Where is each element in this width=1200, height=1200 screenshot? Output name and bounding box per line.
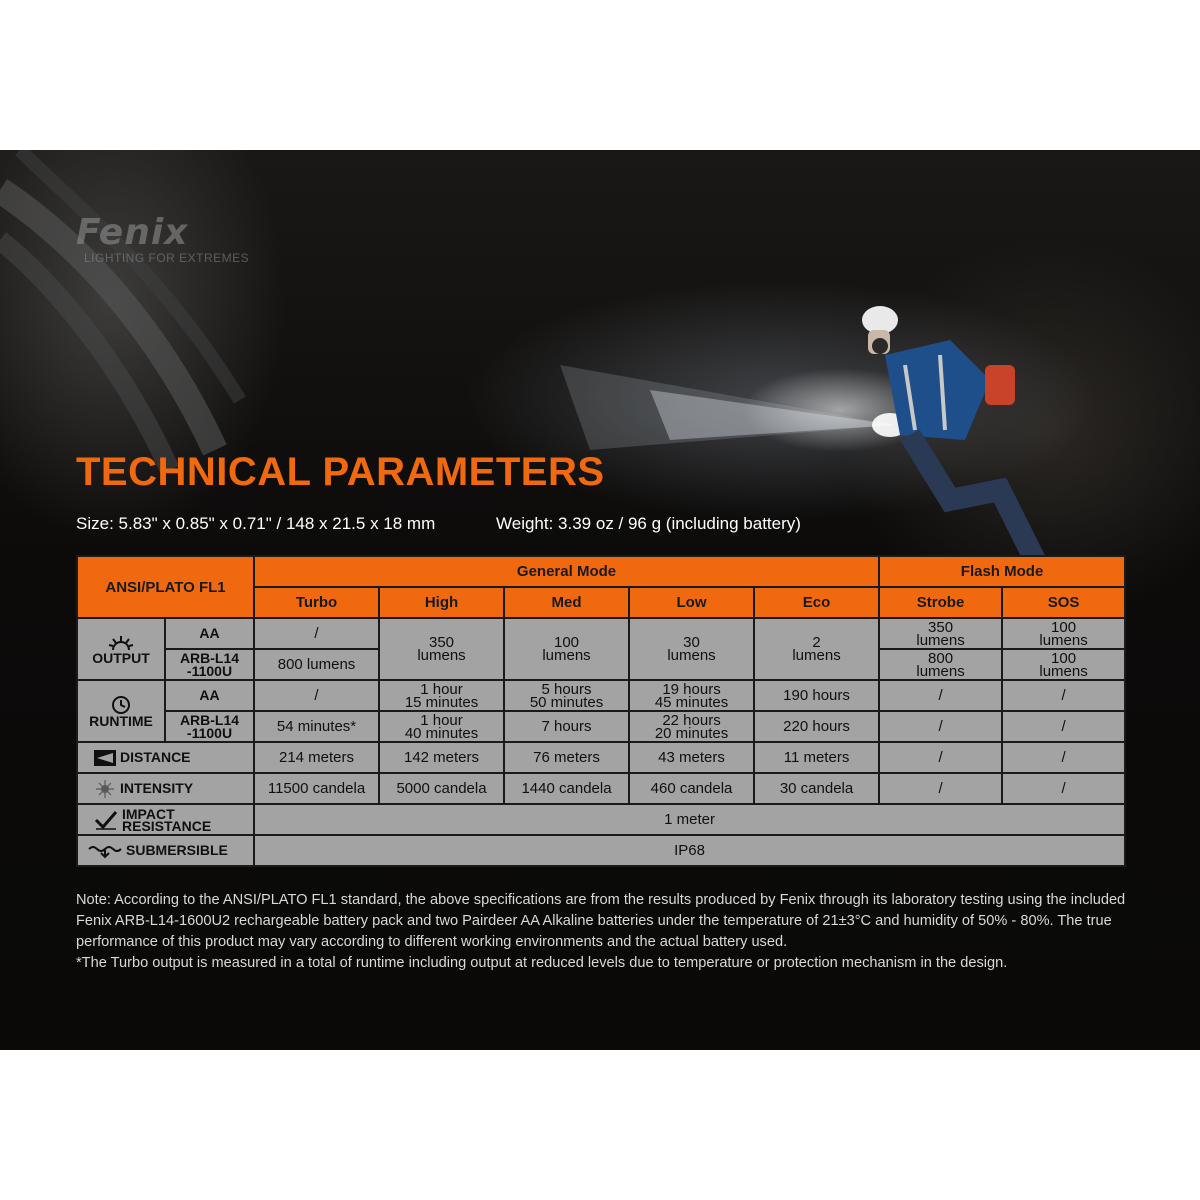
runtime-eco-arb: 220 hours [754,711,879,742]
output-strobe-aa: 350 lumens [879,618,1002,649]
impact-value: 1 meter [254,804,1125,835]
distance-low: 43 meters [629,742,754,773]
mode-high: High [379,587,504,618]
runtime-med-arb: 7 hours [504,711,629,742]
battery-arb: ARB-L14 -1100U [165,711,254,742]
mode-eco: Eco [754,587,879,618]
impact-row [77,804,1125,835]
clock-icon [111,695,131,715]
header-row-groups [77,556,1125,587]
output-high: 350 lumens [379,618,504,680]
burst-icon [108,634,134,652]
runtime-turbo-arb: 54 minutes* [254,711,379,742]
distance-label-cell [77,742,254,773]
runtime-sos-aa: / [1002,680,1125,711]
submersible-label-cell [77,835,254,866]
runtime-high-arb: 1 hour 40 minutes [379,711,504,742]
general-mode-header: General Mode [254,556,879,587]
runtime-low-aa: 19 hours 45 minutes [629,680,754,711]
runtime-label: RUNTIME [89,712,153,729]
output-sos-aa: 100 lumens [1002,618,1125,649]
brand-logo [76,212,249,265]
output-turbo-arb: 800 lumens [254,649,379,680]
output-turbo-aa: / [254,618,379,649]
note-turbo: *The Turbo output is measured in a total of runtime including output at reduced levels due to temperature or protection mechanism in the design. [76,955,1008,971]
runtime-strobe-aa: / [879,680,1002,711]
intensity-label-cell [77,773,254,804]
runtime-turbo-aa: / [254,680,379,711]
intensity-row [77,773,1125,804]
runtime-med-aa: 5 hours 50 minutes [504,680,629,711]
brand-tagline: LIGHTING FOR EXTREMES [84,251,250,265]
intensity-med: 1440 candela [504,773,629,804]
distance-high: 142 meters [379,742,504,773]
intensity-high: 5000 candela [379,773,504,804]
output-label-cell [77,618,165,680]
intensity-icon [94,779,116,799]
distance-row [77,742,1125,773]
mode-strobe: Strobe [879,587,1002,618]
intensity-strobe: / [879,773,1002,804]
output-row-aa [77,618,1125,649]
runtime-row-arb [77,711,1125,742]
intensity-low: 460 candela [629,773,754,804]
runtime-strobe-arb: / [879,711,1002,742]
output-label: OUTPUT [92,649,150,666]
mode-sos: SOS [1002,587,1125,618]
submersible-icon [88,843,122,859]
page-title: TECHNICAL PARAMETERS [76,450,605,494]
runtime-row-aa [77,680,1125,711]
battery-arb: ARB-L14 -1100U [165,649,254,680]
note-standard: Note: According to the ANSI/PLATO FL1 standard, the above specifications are from the results produced by Fenix through its laboratory testing using the included Fenix ARB-L14-1600U2 rechargeable battery pack and two Pairdeer AA Alkaline batteries under the temperature of 21±3°C and humidity of 50% - 80%. The true performance of this product may vary according to different working environments and the actual battery used. [76,892,1126,950]
intensity-sos: / [1002,773,1125,804]
battery-aa: AA [165,680,254,711]
output-sos-arb: 100 lumens [1002,649,1125,680]
miner-figure [862,306,1040,570]
intensity-eco: 30 candela [754,773,879,804]
mode-low: Low [629,587,754,618]
beam-distance-icon [94,750,116,766]
distance-eco: 11 meters [754,742,879,773]
distance-label: DISTANCE [120,749,191,765]
submersible-value: IP68 [254,835,1125,866]
impact-label: IMPACT RESISTANCE [122,805,212,834]
intensity-label: INTENSITY [120,780,194,796]
distance-sos: / [1002,742,1125,773]
size-spec: Size: 5.83" x 0.85" x 0.71" / 148 x 21.5 x 18 mm [76,514,436,533]
runtime-high-aa: 1 hour 15 minutes [379,680,504,711]
hero-panel [0,150,1200,1050]
brand-wordmark: Fenix [76,212,189,253]
runtime-eco-aa: 190 hours [754,680,879,711]
submersible-label: SUBMERSIBLE [126,842,228,858]
impact-icon [94,810,118,830]
distance-strobe: / [879,742,1002,773]
flash-mode-header: Flash Mode [879,556,1125,587]
footnotes [76,890,1126,974]
runtime-low-arb: 22 hours 20 minutes [629,711,754,742]
output-strobe-arb: 800 lumens [879,649,1002,680]
mode-med: Med [504,587,629,618]
output-low: 30 lumens [629,618,754,680]
corner-header: ANSI/PLATO FL1 [77,556,254,618]
distance-turbo: 214 meters [254,742,379,773]
output-med: 100 lumens [504,618,629,680]
mode-turbo: Turbo [254,587,379,618]
runtime-sos-arb: / [1002,711,1125,742]
impact-label-cell [77,804,254,835]
distance-med: 76 meters [504,742,629,773]
intensity-turbo: 11500 candela [254,773,379,804]
parameters-table [76,555,1126,867]
battery-aa: AA [165,618,254,649]
runtime-label-cell [77,680,165,742]
weight-spec: Weight: 3.39 oz / 96 g (including battery) [496,514,801,533]
submersible-row [77,835,1125,866]
output-eco: 2 lumens [754,618,879,680]
